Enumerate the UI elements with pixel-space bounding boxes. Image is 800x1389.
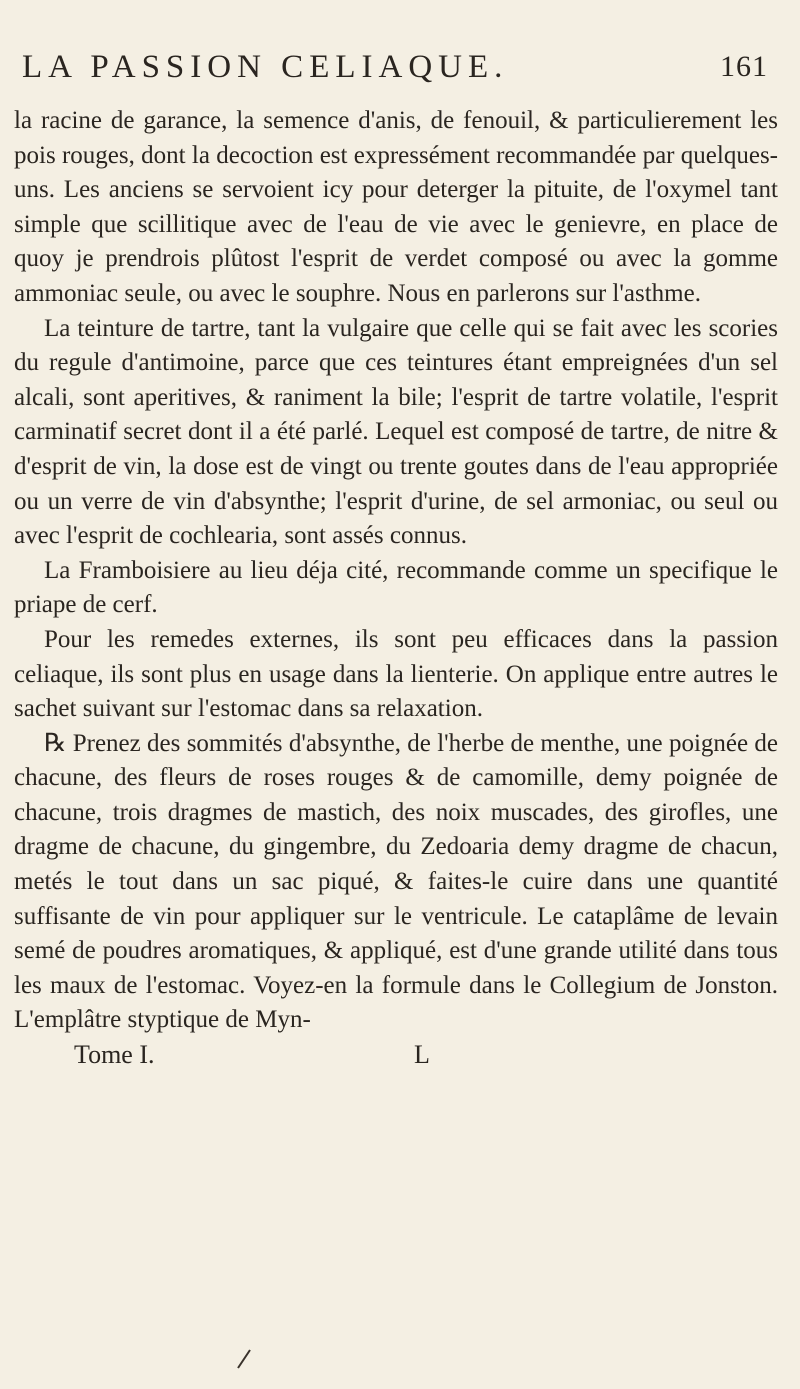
signature-mark: L [414, 1040, 430, 1070]
running-header [14, 42, 778, 92]
paragraph-3: La Framboisiere au lieu déja cité, recommande comme un specifique le priape de cerf. [14, 556, 778, 619]
paragraph-2: La teinture de tartre, tant la vulgaire que celle qui se fait avec les scories du regule d'antimoine, parce que ces teintures étant empreignées d'un sel alcali, sont aperitives, & raniment la bile; l'esprit de tartre volatile, l'esprit carminatif secret dont il a été parlé. Lequel est composé de tartre, de nitre & d'esprit de vin, la dose est de vingt ou trente goutes dans de l'eau appropriée ou un verre de vin d'absynthe; l'esprit d'urine, de sel armoniac, ou seul ou avec l'esprit de cochlearia, sont assés connus. [14, 314, 778, 550]
paragraph-5: ℞ Prenez des sommités d'absynthe, de l'herbe de menthe, une poignée de chacune, des fleurs de roses rouges & de camomille, demy poignée de chacune, trois dragmes de mastich, des noix muscades, des girofles, une dragme de chacune, du gingembre, du Zedoaria demy dragme de chacun, metés le tout dans un sac piqué, & faites-le cuire dans une quantité suffisante de vin pour appliquer sur le ventricule. Le cataplâme de levain semé de poudres aromatiques, & appliqué, est d'une grande utilité dans tous les maux de l'estomac. Voyez-en la formule dans le Collegium de Jonston. L'emplâtre styptique de Myn- [14, 729, 778, 1034]
paragraph-1: la racine de garance, la semence d'anis, de fenouil, & particulierement les pois rouges, dont la decoction est expressément recommandée par quelques-uns. Les anciens se servoient icy pour deterger la pituite, de l'oxymel tant simple que scillitique avec de l'eau de vie avec le genievre, en place de quoy je prendrois plûtost l'esprit de verdet composé ou avec la gomme ammoniac seule, ou avec le souphre. Nous en parlerons sur l'asthme. [14, 107, 778, 307]
ink-stroke-mark [236, 1348, 252, 1370]
volume-label: Tome I. [74, 1040, 155, 1070]
paragraph-4: Pour les remedes externes, ils sont peu efficaces dans la passion celiaque, ils sont plus en usage dans la lienterie. On applique entre autres le sachet suivant sur l'estomac dans sa relaxation. [14, 625, 778, 723]
running-title: LA PASSION CELIAQUE. [22, 49, 509, 85]
page-footer [14, 1038, 778, 1072]
page-number: 161 [720, 50, 768, 83]
body-text [14, 104, 778, 1038]
